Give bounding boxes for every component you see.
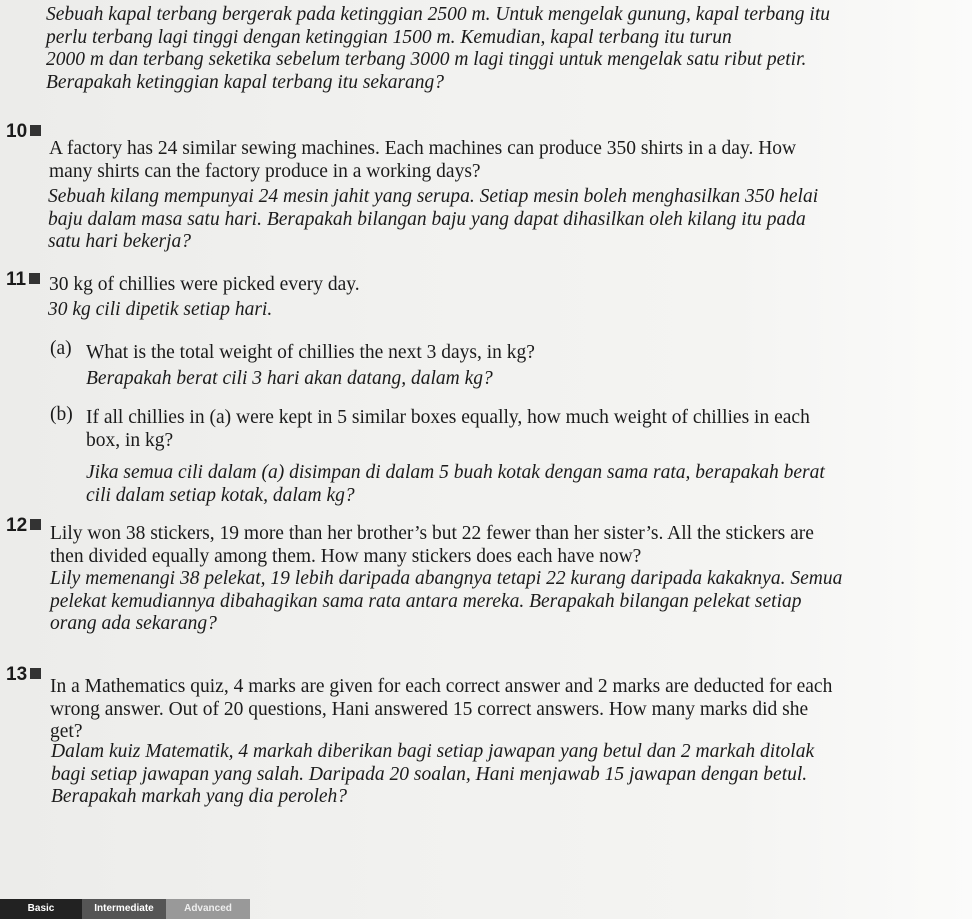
question-number-13 (6, 664, 41, 686)
text-line: get? (50, 721, 83, 742)
text-line: perlu terbang lagi tinggi dengan ketinggian 1500 m. Kemudian, kapal terbang itu turun (46, 26, 732, 48)
q11a-malay (86, 368, 493, 391)
text-line: Berapakah ketinggian kapal terbang itu sekarang? (46, 71, 445, 93)
difficulty-square-icon (29, 273, 40, 284)
q11b-label (50, 404, 73, 427)
question-number-12 (6, 515, 41, 537)
question-number-text: 11 (6, 269, 27, 290)
q11-english (49, 274, 360, 297)
text-line: Berapakah berat cili 3 hari akan datang, dalam kg? (86, 368, 493, 389)
text-line: 30 kg of chillies were picked every day. (49, 274, 360, 295)
difficulty-square-icon (30, 125, 41, 136)
text-line: orang ada sekarang? (50, 613, 217, 634)
q12-english (50, 523, 814, 568)
text-line: baju dalam masa satu hari. Berapakah bilangan baju yang dapat dihasilkan oleh kilang itu pada (48, 208, 806, 230)
level-advanced-tab: Advanced (166, 899, 250, 919)
text-line: cili dalam setiap kotak, dalam kg? (86, 484, 355, 506)
q11b-malay (86, 462, 825, 507)
difficulty-level-tabs (0, 897, 300, 919)
intro-question-malay (46, 4, 830, 94)
q11a-english (86, 342, 535, 365)
text-line: Berapakah markah yang dia peroleh? (51, 786, 348, 807)
question-number-text: 10 (6, 121, 28, 142)
text-line: satu hari bekerja? (48, 231, 191, 252)
text-line: In a Mathematics quiz, 4 marks are given for each correct answer and 2 marks are deducted for each (50, 676, 833, 697)
text-line: Dalam kuiz Matematik, 4 markah diberikan bagi setiap jawapan yang betul dan 2 markah ditolak (51, 741, 815, 762)
text-line: Jika semua cili dalam (a) disimpan di dalam 5 buah kotak dengan sama rata, berapakah berat (86, 462, 825, 483)
difficulty-square-icon (30, 668, 41, 679)
q11a-label (50, 338, 72, 361)
q13-english (50, 676, 832, 744)
question-number-text: 13 (6, 664, 28, 685)
part-label: (a) (50, 338, 72, 359)
question-number-10 (6, 121, 41, 143)
text-line: box, in kg? (86, 429, 174, 451)
text-line: If all chillies in (a) were kept in 5 similar boxes equally, how much weight of chillies in each (86, 407, 810, 428)
text-line: What is the total weight of chillies the next 3 days, in kg? (86, 342, 535, 363)
text-line: Lily memenangi 38 pelekat, 19 lebih daripada abangnya tetapi 22 kurang daripada kakaknya. Semua (50, 568, 843, 589)
text-line: many shirts can the factory produce in a working days? (49, 160, 481, 182)
question-number-11 (6, 269, 40, 291)
text-line: 30 kg cili dipetik setiap hari. (48, 299, 273, 320)
text-line: bagi setiap jawapan yang salah. Daripada 20 soalan, Hani menjawab 15 jawapan dengan betul. (51, 763, 808, 785)
text-line: Lily won 38 stickers, 19 more than her brother’s but 22 fewer than her sister’s. All the stickers are (50, 523, 814, 544)
q10-malay (48, 186, 818, 254)
q10-english (49, 138, 796, 183)
text-line: pelekat kemudiannya dibahagikan sama rata antara mereka. Berapakah bilangan pelekat setiap (50, 590, 802, 612)
level-intermediate-tab: Intermediate (82, 899, 166, 919)
difficulty-square-icon (30, 519, 41, 530)
question-number-text: 12 (6, 515, 28, 536)
text-line: 2000 m dan terbang seketika sebelum terbang 3000 m lagi tinggi untuk mengelak satu ribut petir. (46, 49, 807, 70)
text-line: A factory has 24 similar sewing machines. Each machines can produce 350 shirts in a day. How (49, 138, 797, 159)
q13-malay (51, 741, 814, 809)
text-line: then divided equally among them. How many stickers does each have now? (50, 545, 642, 567)
text-line: Sebuah kilang mempunyai 24 mesin jahit yang serupa. Setiap mesin boleh menghasilkan 350 helai (48, 186, 819, 207)
part-label: (b) (50, 404, 73, 425)
level-basic-tab: Basic (0, 899, 82, 919)
q11-malay (48, 299, 272, 322)
q11b-english (86, 407, 810, 452)
text-line: Sebuah kapal terbang bergerak pada ketinggian 2500 m. Untuk mengelak gunung, kapal terbang itu (46, 4, 831, 25)
q12-malay (50, 568, 842, 636)
text-line: wrong answer. Out of 20 questions, Hani answered 15 correct answers. How many marks did she (50, 698, 809, 720)
